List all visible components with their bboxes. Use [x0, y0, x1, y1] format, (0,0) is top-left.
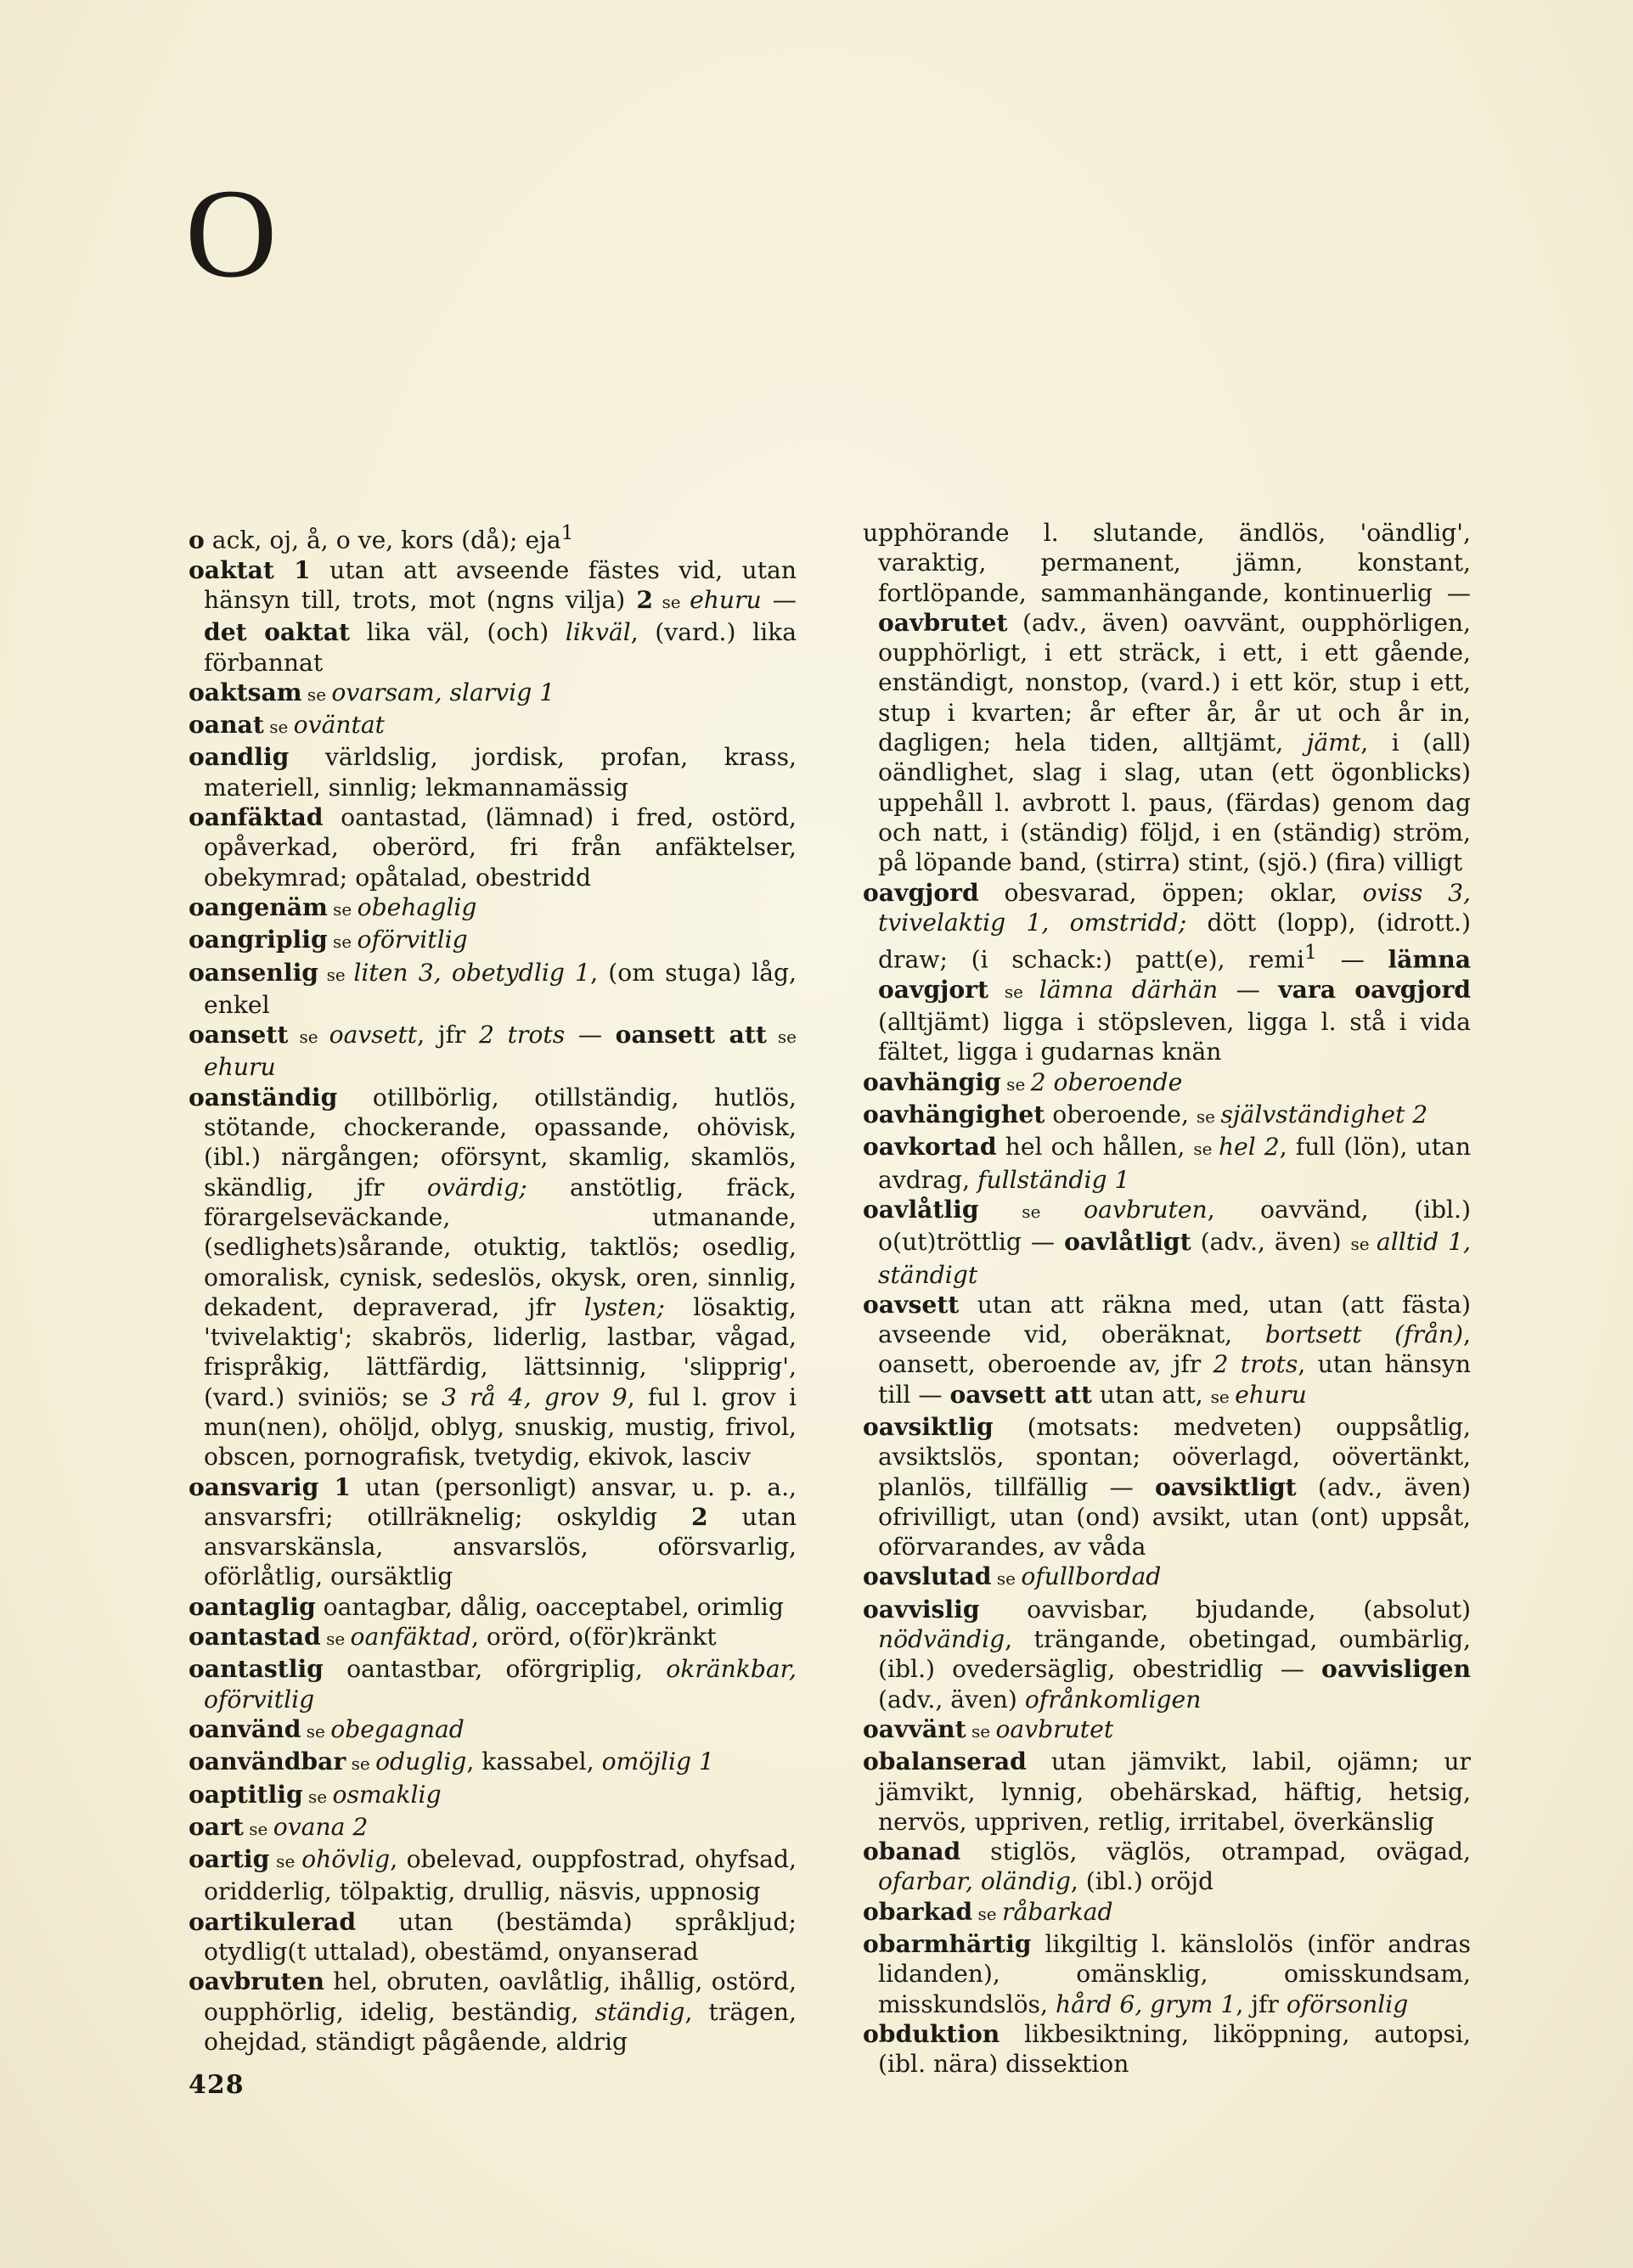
entry-headword: oaktat	[189, 555, 274, 584]
definition-text: , jfr	[417, 1021, 480, 1050]
entry-headword: oaptitlig	[189, 1780, 303, 1809]
cross-reference: liten 3, obetydlig 1	[353, 958, 591, 987]
cross-reference: oviss 3, tvivelaktig 1, omstridd;	[878, 878, 1471, 937]
cross-reference: okränkbar, oförvitlig	[204, 1655, 797, 1714]
definition-text: —	[1317, 945, 1388, 974]
cross-reference: ehuru	[204, 1053, 276, 1082]
cross-reference: oavbruten	[1084, 1195, 1208, 1224]
see-marker: se	[318, 964, 354, 985]
dictionary-entry	[189, 1844, 797, 1907]
dictionary-entry	[863, 1067, 1471, 1100]
definition-text: lösaktig, 'tvivelaktig'; skabrös, liderlig, lastbar, vågad, frispråkig, lättfärdig, lättsinnig, 'slipprig', (vard.) sviniös; se	[204, 1292, 797, 1411]
dictionary-entry	[863, 878, 1471, 1067]
entry-headword: obarkad	[863, 1897, 973, 1926]
dictionary-entry	[189, 1967, 797, 2057]
entry-headword: oavlåtlig	[863, 1195, 979, 1224]
entry-headword: obarmhärtig	[863, 1930, 1032, 1959]
section-letter: O	[185, 163, 278, 304]
entry-headword: oavvislig	[863, 1595, 980, 1624]
definition-text: oavvisbar, bjudande, (absolut)	[979, 1595, 1471, 1624]
definition-text: utan jämvikt, labil, ojämn; ur jämvikt, lynnig, obehärskad, häftig, hetsig, nervös, uppriven, retlig, irritabel, överkänslig	[878, 1747, 1471, 1836]
cross-reference: nödvändig	[878, 1625, 1005, 1654]
cross-reference: 2 oberoende	[1030, 1067, 1183, 1096]
cross-reference: jämt	[1306, 729, 1361, 757]
definition-text: hel, obruten, oavlåtlig, ihållig, ostörd, oupphörlig, idelig, beständig,	[204, 1967, 797, 2026]
entry-headword: oartikulerad	[189, 1907, 357, 1936]
cross-reference: ehuru	[690, 585, 762, 614]
page-number: 428	[189, 2070, 245, 2100]
dictionary-entry	[189, 555, 797, 678]
definition-text: utan (personligt) ansvar, u. p. a., ansvarsfri; otillräknelig; oskyldig	[204, 1472, 797, 1531]
dictionary-entry	[189, 1592, 797, 1622]
cross-reference: likväl	[565, 618, 631, 647]
definition-text: —	[761, 585, 797, 614]
bold-text: 1	[273, 555, 311, 584]
definition-text: , jfr	[1236, 1989, 1287, 2018]
cross-reference: ofarbar, oländig	[878, 1867, 1071, 1896]
entry-headword: oanständig	[189, 1083, 338, 1111]
dictionary-entry	[863, 1747, 1471, 1837]
cross-reference: oavsett	[329, 1021, 418, 1050]
definition-text: otillbörlig, otillständig, hutlös, stötande, chockerande, opassande, ohövisk, (ibl.) närgången; oförsynt, skamlig, skamlös, skändlig, jfr	[204, 1083, 797, 1202]
entry-headword: oavkortad	[863, 1133, 997, 1162]
bold-text: oavsett att	[949, 1380, 1092, 1409]
definition-text: (adv., även)	[878, 1685, 1025, 1714]
dictionary-entry	[189, 678, 797, 710]
see-marker: se	[1000, 1073, 1031, 1095]
bold-text: 2	[636, 585, 653, 614]
see-marker: se	[1193, 1139, 1219, 1160]
entry-headword: o	[189, 526, 205, 554]
definition-text: oantastad, (lämnad) i fred, ostörd, opåverkad, oberörd, fri från anfäktelser, obekymrad; opåtalad, obestridd	[204, 803, 797, 892]
see-marker: se	[1350, 1234, 1377, 1255]
entry-headword: oansvarig	[189, 1472, 319, 1501]
dictionary-entry	[189, 1020, 797, 1083]
cross-reference: osmaklig	[332, 1780, 442, 1809]
cross-reference: råbarkad	[1001, 1897, 1113, 1926]
see-marker: se	[346, 1753, 376, 1775]
definition-text: , ful l. grov i mun(nen), ohöljd, oblyg, snuskig, mustig, frivol, obscen, pornografisk, tvetydig, ekivok, lasciv	[204, 1382, 797, 1472]
cross-reference: oförvitlig	[357, 926, 468, 954]
definition-text: ack, oj, å, o ve, kors (då); eja	[204, 526, 561, 554]
see-marker: se	[766, 1027, 797, 1048]
cross-reference: oväntat	[293, 711, 385, 740]
cross-reference: lysten;	[583, 1292, 665, 1321]
dictionary-entry	[863, 1290, 1471, 1412]
definition-text: —	[565, 1021, 616, 1050]
entry-headword: oavvänt	[863, 1714, 966, 1743]
entry-headword: oantastad	[189, 1623, 321, 1652]
dictionary-entry	[863, 1100, 1471, 1132]
entry-headword: oavhängighet	[863, 1100, 1045, 1129]
see-marker: se	[991, 1568, 1022, 1590]
dictionary-entry	[863, 1837, 1471, 1897]
definition-text: utan att räkna med, utan (att fästa) avseende vid, oberäknat,	[878, 1290, 1471, 1349]
see-marker: se	[301, 684, 332, 705]
entry-headword: oanvänd	[189, 1714, 301, 1743]
definition-text: , (ibl.) oröjd	[1070, 1867, 1213, 1896]
cross-reference: ovana 2	[273, 1812, 369, 1841]
cross-reference: oförsonlig	[1286, 1989, 1409, 2018]
dictionary-entry	[189, 925, 797, 957]
dictionary-entry	[863, 1595, 1471, 1714]
see-marker: se	[327, 898, 358, 920]
entry-headword: oavsett	[863, 1290, 960, 1319]
left-column	[189, 518, 797, 2057]
bold-text: vara oavgjord	[1278, 975, 1472, 1004]
entry-headword: oansenlig	[189, 958, 318, 987]
entry-headword: oangriplig	[189, 926, 328, 954]
entry-headword: oaktsam	[189, 678, 302, 706]
definition-text: , (vard.) lika förbannat	[204, 618, 797, 677]
definition-text: , trängande, obetingad, oumbärlig, (ibl.) ovedersäglig, obestridlig —	[878, 1625, 1471, 1684]
cross-reference: obegagnad	[330, 1714, 465, 1743]
superscript: 1	[560, 521, 574, 544]
cross-reference: omöjlig 1	[601, 1747, 714, 1776]
cross-reference: lämna därhän	[1039, 975, 1219, 1004]
cross-reference: ofrånkomligen	[1024, 1685, 1202, 1714]
entry-headword: oavbruten	[189, 1967, 324, 1996]
definition-text: dött (lopp), (idrott.) draw; (i schack:) patt(e), remi	[878, 908, 1471, 974]
cross-reference: oanfäktad	[350, 1623, 471, 1652]
dictionary-entry	[863, 1714, 1471, 1747]
bold-text: lämna oavgjort	[878, 945, 1471, 1004]
definition-text: (motsats: medveten) ouppsåtlig, avsiktslös, spontan; oöverlagd, oövertänkt, planlös, tillfällig —	[878, 1413, 1471, 1501]
definition-text: obesvarad, öppen; oklar,	[978, 878, 1363, 907]
definition-text: upphörande l. slutande, ändlös, 'oändlig', varaktig, permanent, jämn, konstant, fortlöpande, sammanhängande, kontinuerlig —	[863, 519, 1471, 607]
definition-text: (adv., även) ofrivilligt, utan (ond) avsikt, utan (ont) uppsåt, oförvarandes, av våda	[878, 1472, 1471, 1562]
definition-text: utan att avseende fästes vid, utan hänsyn till, trots, mot (ngns vilja)	[204, 555, 797, 614]
cross-reference: hel 2	[1218, 1133, 1280, 1162]
see-marker: se	[263, 717, 294, 738]
see-marker: se	[972, 1903, 1002, 1924]
dictionary-entry	[189, 1472, 797, 1592]
right-column	[863, 518, 1471, 2079]
see-marker: se	[988, 981, 1039, 1002]
definition-text: , trägen, ohejdad, ständigt pågående, aldrig	[204, 1997, 797, 2056]
dictionary-entry	[863, 1929, 1471, 2019]
definition-text: , oansett, oberoende av, jfr	[878, 1320, 1472, 1379]
cross-reference: oavbrutet	[995, 1714, 1114, 1743]
dictionary-entry	[189, 892, 797, 925]
entry-headword: oangenäm	[189, 892, 328, 921]
definition-text: , obelevad, ouppfostrad, ohyfsad, oridderlig, tölpaktig, drullig, näsvis, uppnosig	[204, 1845, 797, 1906]
definition-text: utan (bestämda) språkljud; otydlig(t uttalad), obestämd, onyanserad	[204, 1907, 797, 1967]
see-marker: se	[1210, 1386, 1236, 1407]
definition-text: världslig, jordisk, profan, krass, materiell, sinnlig; lekmannamässig	[204, 743, 797, 802]
cross-reference: 2 trots	[479, 1021, 566, 1050]
see-marker: se	[966, 1720, 996, 1742]
definition-text: (alltjämt) ligga i stöpsleven, ligga l. stå i vida fältet, ligga i gudarnas knän	[878, 1008, 1471, 1066]
dictionary-entry	[863, 1897, 1471, 1929]
definition-text: , kassabel,	[466, 1747, 602, 1776]
see-marker: se	[243, 1818, 273, 1839]
definition-text: , full (lön), utan avdrag,	[878, 1133, 1471, 1194]
definition-text: utan att,	[1091, 1380, 1211, 1409]
dictionary-entry	[863, 518, 1471, 878]
dictionary-entry	[189, 1714, 797, 1747]
dictionary-entry	[863, 2019, 1471, 2079]
definition-text: , orörd, o(för)kränkt	[470, 1623, 717, 1652]
definition-text: hel och hållen,	[996, 1133, 1194, 1162]
definition-text: stiglös, väglös, otrampad, ovägad,	[960, 1837, 1471, 1866]
cross-reference: ehuru	[1235, 1380, 1307, 1409]
cross-reference: obehaglig	[357, 892, 477, 921]
definition-text: , i (all) oändlighet, slag i slag, utan (ett ögonblicks) uppehåll l. avbrott l. paus, (färdas) genom dag och natt, i (ständig) följd, i en (ständig) ström, på löpande band, (stirra) stint, (sjö.) (fira) villigt	[878, 729, 1471, 877]
dictionary-entry	[189, 1622, 797, 1654]
cross-reference: hård 6, grym 1	[1055, 1989, 1236, 2018]
entry-headword: oartig	[189, 1845, 270, 1874]
definition-text: oantagbar, dålig, oacceptabel, orimlig	[315, 1592, 784, 1621]
entry-headword: oanvändbar	[189, 1747, 346, 1776]
entry-headword: oansett	[189, 1021, 289, 1050]
bold-text: oavsiktligt	[1154, 1472, 1297, 1501]
dictionary-entry	[189, 1083, 797, 1472]
dictionary-entry	[863, 1195, 1471, 1290]
entry-headword: oanfäktad	[189, 803, 324, 832]
bold-text: 1	[318, 1472, 351, 1501]
see-marker: se	[301, 1720, 331, 1742]
cross-reference: alltid 1, ständigt	[878, 1228, 1471, 1289]
entry-headword: oanat	[189, 711, 264, 740]
dictionary-entry	[189, 1747, 797, 1779]
entry-headword: obalanserad	[863, 1747, 1027, 1776]
see-marker: se	[978, 1201, 1084, 1222]
definition-text: oberoende,	[1045, 1100, 1197, 1129]
cross-reference: oduglig	[375, 1747, 467, 1776]
entry-headword: oavhängig	[863, 1067, 1001, 1096]
definition-text: utan ansvarskänsla, ansvarslös, oförsvarlig, oförlåtlig, oursäktlig	[204, 1502, 797, 1591]
entry-headword: oandlig	[189, 743, 290, 772]
cross-reference: ständig	[594, 1997, 685, 2026]
dictionary-entry	[863, 1132, 1471, 1195]
definition-text: , oavvänd, (ibl.) o(ut)tröttlig —	[878, 1195, 1471, 1257]
entry-headword: oavgjord	[863, 878, 979, 907]
entry-headword: oantastlig	[189, 1655, 324, 1684]
definition-text: —	[1218, 975, 1279, 1004]
entry-headword: obanad	[863, 1837, 961, 1866]
definition-text: , utan hänsyn till —	[878, 1350, 1471, 1409]
cross-reference: ovärdig;	[426, 1173, 527, 1202]
dictionary-entry	[863, 1562, 1471, 1594]
entry-headword: oavslutad	[863, 1562, 992, 1591]
see-marker: se	[653, 591, 690, 612]
definition-text: (adv., även) oavvänt, oupphörligen, oupphörligt, i ett sträck, i ett, i ett gående, enständigt, nonstop, (vard.) i ett kör, stup i ett, stup i kvarten; år efter år, år ut och år in, dagligen; hela tiden, alltjämt,	[878, 608, 1471, 757]
cross-reference: 3 rå 4, grov 9	[441, 1382, 628, 1411]
dictionary-entry	[189, 742, 797, 802]
bold-text: oavlåtligt	[1064, 1228, 1191, 1257]
bold-text: det oaktat	[204, 618, 351, 647]
definition-text: (adv., även)	[1191, 1228, 1351, 1257]
see-marker: se	[320, 1629, 351, 1650]
dictionary-entry	[189, 1907, 797, 1967]
entry-headword: oavsiktlig	[863, 1413, 994, 1441]
see-marker: se	[302, 1786, 333, 1807]
cross-reference: ofullbordad	[1021, 1562, 1162, 1591]
entry-headword: oart	[189, 1812, 244, 1841]
entry-headword: oantaglig	[189, 1592, 316, 1621]
cross-reference: självständighet 2	[1220, 1100, 1428, 1129]
definition-text: likgiltig l. känslolös (inför andras lidanden), omänsklig, omisskundsam, misskundslös,	[878, 1930, 1471, 2018]
cross-reference: fullständig 1	[977, 1165, 1130, 1194]
dictionary-entry	[189, 518, 797, 555]
see-marker: se	[1196, 1106, 1221, 1128]
dictionary-entry	[189, 1812, 797, 1844]
definition-text: anstötlig, fräck, förargelseväckande, utmanande, (sedlighets)sårande, otuktig, taktlös; osedlig, omoralisk, cynisk, sedeslös, okysk, oren, sinnlig, dekadent, depraverad, jfr	[204, 1173, 797, 1321]
bold-text: oansett att	[615, 1021, 767, 1050]
superscript: 1	[1304, 940, 1317, 965]
dictionary-entry	[189, 1780, 797, 1812]
dictionary-entry	[189, 710, 797, 742]
cross-reference: ohövlig	[301, 1845, 391, 1874]
bold-text: oavbrutet	[878, 608, 1008, 637]
dictionary-entry	[189, 1654, 797, 1714]
see-marker: se	[288, 1027, 329, 1048]
dictionary-entry	[189, 958, 797, 1021]
definition-text: lika väl, (och)	[350, 618, 566, 647]
definition-text: , (om stuga) låg, enkel	[204, 958, 797, 1019]
cross-reference: bortsett (från)	[1264, 1320, 1464, 1349]
cross-reference: 2 trots	[1213, 1350, 1298, 1379]
bold-text: 2	[691, 1502, 708, 1531]
dictionary-entry	[863, 1412, 1471, 1562]
entry-headword: obduktion	[863, 2019, 1000, 2048]
definition-text: likbesiktning, liköppning, autopsi, (ibl. nära) dissektion	[878, 2019, 1471, 2079]
see-marker: se	[269, 1851, 302, 1872]
definition-text: oantastbar, oförgriplig,	[323, 1655, 667, 1684]
bold-text: oavvisligen	[1321, 1655, 1471, 1684]
dictionary-entry	[189, 802, 797, 892]
cross-reference: ovarsam, slarvig 1	[331, 678, 555, 706]
see-marker: se	[327, 931, 358, 953]
